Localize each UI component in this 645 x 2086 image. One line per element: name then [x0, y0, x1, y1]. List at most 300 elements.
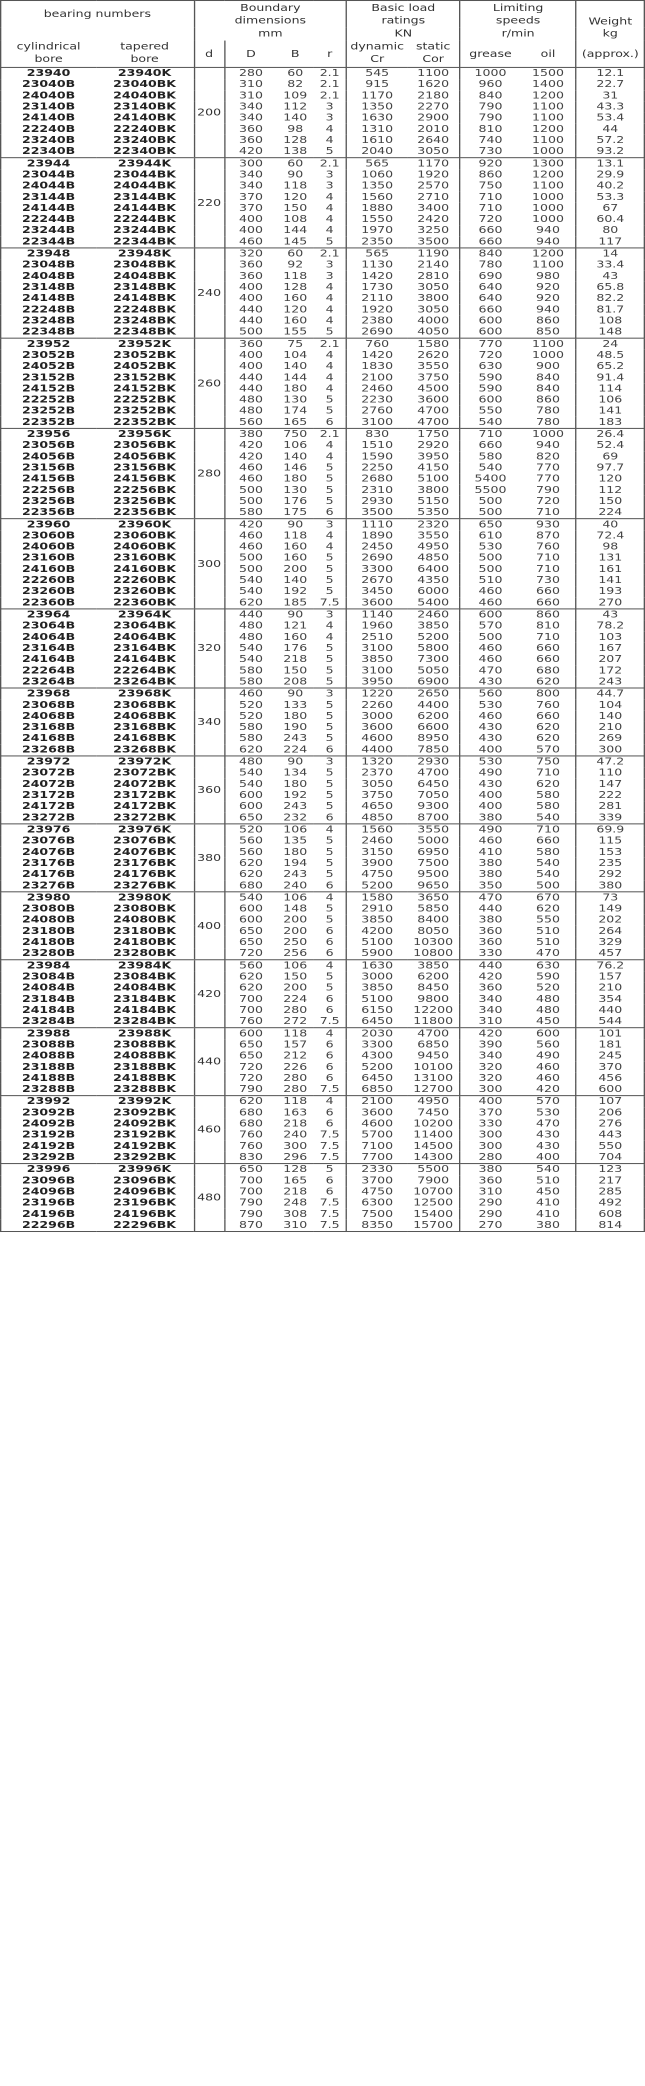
cell-grease-speed: 360	[478, 982, 503, 994]
cell-tapered-bore: 24160BK	[96, 564, 194, 575]
cell-oil-speed: 710	[520, 564, 576, 575]
cell-static-cor: 3550	[407, 824, 460, 836]
cell-cylindrical-bore: 23052B	[1, 350, 96, 361]
cell-r: 5	[313, 790, 346, 801]
table-row	[1, 1051, 645, 1062]
cell-tapered-bore: 23092BK	[96, 1107, 194, 1118]
cell-D: 540	[239, 778, 263, 790]
cell-dynamic-cr: 6300	[361, 1197, 394, 1209]
cell-tapered-bore: 23164BK	[96, 643, 194, 654]
cell-cylindrical-bore: 23276B	[1, 880, 96, 892]
cell-grease-speed: 340	[478, 993, 503, 1005]
cell-weight: 76.2	[576, 960, 644, 972]
cell-grease-speed: 560	[460, 688, 520, 700]
cell-dynamic-cr: 7100	[361, 1140, 394, 1152]
header-d: d	[194, 41, 224, 68]
cell-tapered-bore: 23240BK	[96, 135, 194, 146]
table-row	[1, 756, 645, 768]
cell-oil-speed: 570	[520, 744, 576, 756]
cell-oil-speed: 570	[520, 1096, 576, 1108]
cell-r: 5	[313, 586, 346, 597]
cell-grease-speed: 400	[460, 744, 520, 756]
cell-D: 400	[239, 225, 263, 237]
cell-tapered-bore: 23184BK	[96, 994, 194, 1005]
cell-dynamic-cr: 1960	[361, 620, 394, 632]
cell-weight: 104	[576, 700, 644, 711]
cell-B: 118	[277, 1028, 313, 1040]
cell-dynamic-cr: 2330	[347, 1164, 407, 1176]
cell-cylindrical-bore: 23188B	[1, 1062, 96, 1073]
cell-static-cor: 2650	[407, 688, 460, 700]
cell-tapered-bore: 23956K	[96, 428, 194, 440]
cell-grease-speed: 310	[478, 1186, 503, 1198]
cell-weight: 52.4	[576, 440, 644, 451]
cell-D: 540	[239, 654, 263, 666]
cell-B: 240	[283, 1129, 308, 1141]
cell-weight: 93.2	[576, 146, 644, 158]
table-row	[1, 530, 645, 541]
cell-static-cor: 2810	[407, 271, 460, 282]
cell-grease-speed: 530	[478, 699, 503, 711]
cell-oil-speed: 780	[520, 406, 576, 417]
cell-D: 760	[239, 1129, 263, 1141]
cell-oil-speed: 940	[520, 440, 576, 451]
table-row	[1, 124, 645, 135]
cell-static-cor: 6400	[407, 564, 460, 575]
cell-weight: 202	[576, 915, 644, 926]
cell-grease-speed: 330	[478, 1118, 503, 1130]
cell-B: 150	[283, 202, 308, 214]
cell-D: 700	[239, 993, 263, 1005]
cell-dynamic-cr: 5200	[361, 1061, 394, 1073]
cell-B: 175	[277, 507, 313, 519]
cell-D: 480	[239, 394, 263, 406]
cell-weight: 98	[576, 541, 644, 552]
table-row	[1, 1016, 645, 1028]
cell-dynamic-cr: 3000	[361, 971, 394, 983]
cell-r: 5	[313, 146, 346, 158]
cell-B: 280	[283, 1004, 308, 1017]
cell-grease-speed: 460	[478, 710, 503, 722]
cell-weight: 269	[576, 733, 644, 744]
cell-cylindrical-bore: 23160B	[1, 553, 96, 564]
table-row	[1, 417, 645, 429]
cell-oil-speed: 590	[520, 971, 576, 982]
table-row	[1, 451, 645, 462]
cell-static-cor: 1100	[407, 67, 460, 79]
cell-B: 108	[283, 213, 308, 226]
cell-weight: 224	[576, 507, 644, 519]
cell-r: 2.1	[313, 428, 346, 440]
cell-oil-speed: 430	[520, 1141, 576, 1152]
table-row	[1, 994, 645, 1005]
header-basic-line2: ratings	[381, 15, 426, 27]
cell-cylindrical-bore: 22356B	[1, 507, 96, 519]
cell-static-cor: 9800	[407, 994, 460, 1005]
cell-weight: 22.7	[576, 79, 644, 90]
cell-dynamic-cr: 2460	[361, 835, 394, 847]
header-tapered-line2: bore	[130, 53, 159, 65]
cell-static-cor: 3800	[407, 293, 460, 304]
cell-grease-speed: 340	[478, 1004, 503, 1017]
cell-weight: 12.1	[576, 67, 644, 79]
cell-r: 6	[313, 507, 346, 519]
cell-cylindrical-bore: 24184B	[1, 1005, 96, 1016]
cell-grease-speed: 430	[478, 778, 503, 790]
cell-cylindrical-bore: 23068B	[1, 700, 96, 711]
cell-cylindrical-bore: 23996	[1, 1164, 96, 1176]
cell-tapered-bore: 24184BK	[96, 1005, 194, 1016]
cell-weight: 141	[576, 575, 644, 586]
cell-oil-speed: 580	[520, 790, 576, 801]
cell-oil-speed: 1200	[520, 90, 576, 101]
cell-weight: 270	[576, 597, 644, 609]
cell-dynamic-cr: 2450	[361, 541, 394, 553]
cell-dynamic-cr: 1630	[347, 960, 407, 972]
cell-B: 240	[277, 880, 313, 892]
cell-B: 130	[283, 394, 308, 406]
cell-D: 560	[239, 846, 263, 858]
cell-r: 6	[313, 1062, 346, 1073]
cell-weight: 81.7	[576, 304, 644, 315]
cell-oil-speed: 1100	[520, 260, 576, 271]
cell-tapered-bore: 22296BK	[96, 1220, 194, 1232]
cell-oil-speed: 710	[520, 632, 576, 643]
cell-grease-speed: 750	[478, 180, 503, 192]
cell-cylindrical-bore: 22352B	[1, 417, 96, 429]
cell-static-cor: 2920	[407, 440, 460, 451]
cell-grease-speed: 470	[478, 665, 503, 677]
table-row	[1, 665, 645, 676]
table-row	[1, 146, 645, 158]
cell-dynamic-cr: 3300	[361, 1039, 394, 1051]
cell-B: 144	[283, 372, 308, 384]
cell-static-cor: 4950	[407, 1096, 460, 1108]
table-row	[1, 67, 645, 79]
cell-r: 6	[313, 1118, 346, 1129]
cell-dynamic-cr: 3500	[347, 507, 407, 519]
cell-cylindrical-bore: 23272B	[1, 812, 96, 824]
cell-D: 360	[239, 259, 263, 271]
cell-r: 2.1	[313, 248, 346, 260]
cell-dynamic-cr: 3300	[361, 563, 394, 575]
cell-dynamic-cr: 2100	[361, 372, 394, 384]
cell-D: 280	[224, 67, 277, 79]
cell-cylindrical-bore: 24140B	[1, 113, 96, 124]
cell-oil-speed: 790	[520, 485, 576, 496]
cell-r: 7.5	[313, 1016, 346, 1028]
cell-oil-speed: 500	[520, 880, 576, 892]
cell-weight: 704	[576, 1152, 644, 1164]
cell-cylindrical-bore: 22252B	[1, 394, 96, 405]
cell-r: 4	[313, 203, 346, 214]
cell-grease-speed: 490	[478, 767, 503, 779]
cell-dynamic-cr: 3600	[361, 721, 394, 734]
table-row	[1, 135, 645, 146]
cell-r: 5	[313, 768, 346, 779]
cell-weight: 544	[576, 1016, 644, 1028]
cell-B: 120	[283, 191, 308, 203]
cell-r: 7.5	[313, 1198, 346, 1209]
cell-cylindrical-bore: 24040B	[1, 90, 96, 101]
table-row	[1, 1096, 645, 1108]
cell-static-cor: 12500	[407, 1198, 460, 1209]
cell-B: 92	[287, 259, 304, 271]
cell-grease-speed: 370	[478, 1107, 503, 1119]
cell-bore-diameter-d: 480	[194, 1164, 224, 1232]
cell-B: 218	[283, 1118, 308, 1130]
cell-grease-speed: 360	[478, 1175, 503, 1187]
cell-r: 5	[313, 394, 346, 405]
cell-dynamic-cr: 1920	[361, 304, 394, 316]
cell-D: 520	[239, 699, 263, 711]
cell-B: 250	[283, 936, 308, 949]
cell-grease-speed: 1000	[460, 67, 520, 79]
cell-cylindrical-bore: 24160B	[1, 564, 96, 575]
header-limiting-line2: speeds	[495, 15, 541, 27]
cell-D: 620	[224, 1096, 277, 1108]
cell-dynamic-cr: 2760	[361, 405, 394, 417]
cell-static-cor: 3250	[407, 225, 460, 236]
cell-weight: 40	[576, 519, 644, 531]
cell-static-cor: 12700	[407, 1084, 460, 1096]
cell-B: 90	[277, 688, 313, 700]
cell-static-cor: 4700	[407, 417, 460, 429]
cell-grease-speed: 460	[478, 654, 503, 666]
cell-tapered-bore: 23272BK	[96, 812, 194, 824]
cell-r: 3	[313, 260, 346, 271]
cell-dynamic-cr: 3850	[361, 654, 394, 666]
cell-tapered-bore: 24176BK	[96, 869, 194, 880]
cell-cylindrical-bore: 24056B	[1, 451, 96, 462]
cell-static-cor: 6900	[407, 676, 460, 688]
cell-bore-diameter-d: 300	[194, 519, 224, 609]
cell-dynamic-cr: 830	[347, 428, 407, 440]
cell-grease-speed: 380	[460, 812, 520, 824]
cell-D: 600	[239, 801, 263, 813]
cell-r: 4	[313, 632, 346, 643]
cell-grease-speed: 420	[460, 1028, 520, 1040]
cell-oil-speed: 660	[520, 654, 576, 665]
cell-cylindrical-bore: 23044B	[1, 169, 96, 180]
table-row	[1, 903, 645, 914]
cell-tapered-bore: 24172BK	[96, 801, 194, 812]
cell-D: 340	[239, 169, 263, 181]
cell-dynamic-cr: 7700	[347, 1152, 407, 1164]
cell-oil-speed: 850	[520, 327, 576, 339]
cell-weight: 148	[576, 327, 644, 339]
cell-dynamic-cr: 1140	[347, 609, 407, 621]
cell-r: 5	[313, 665, 346, 676]
cell-dynamic-cr: 1170	[361, 90, 394, 102]
cell-r: 5	[313, 474, 346, 485]
cell-cylindrical-bore: 24052B	[1, 361, 96, 372]
cell-static-cor: 5850	[407, 903, 460, 914]
cell-tapered-bore: 23148BK	[96, 282, 194, 293]
cell-oil-speed: 580	[520, 847, 576, 858]
cell-grease-speed: 410	[478, 846, 503, 858]
cell-dynamic-cr: 1320	[347, 756, 407, 768]
cell-weight: 457	[576, 948, 644, 960]
cell-r: 3	[313, 101, 346, 112]
cell-oil-speed: 1100	[520, 101, 576, 112]
cell-B: 200	[283, 563, 308, 575]
cell-static-cor: 9500	[407, 869, 460, 880]
cell-r: 6	[313, 1186, 346, 1197]
cell-oil-speed: 400	[520, 1152, 576, 1164]
cell-r: 4	[313, 315, 346, 326]
cell-cylindrical-bore: 23940	[1, 67, 96, 79]
cell-weight: 40.2	[576, 180, 644, 191]
table-row	[1, 564, 645, 575]
cell-D: 600	[239, 914, 263, 926]
cell-oil-speed: 560	[520, 1039, 576, 1050]
cell-B: 145	[277, 236, 313, 248]
cell-dynamic-cr: 1220	[347, 688, 407, 700]
cell-D: 650	[239, 1039, 263, 1051]
cell-static-cor: 3500	[407, 236, 460, 248]
cell-tapered-bore: 23064BK	[96, 621, 194, 632]
cell-cylindrical-bore: 23284B	[1, 1016, 96, 1028]
cell-tapered-bore: 22344BK	[96, 236, 194, 248]
cell-D: 620	[224, 597, 277, 609]
cell-r: 6	[313, 926, 346, 937]
cell-cylindrical-bore: 24144B	[1, 203, 96, 214]
cell-r: 5	[313, 858, 346, 869]
cell-dynamic-cr: 4400	[347, 744, 407, 756]
cell-dynamic-cr: 2930	[361, 495, 394, 508]
cell-cylindrical-bore: 22296B	[1, 1220, 96, 1232]
cell-r: 6	[313, 417, 346, 429]
cell-static-cor: 14300	[407, 1152, 460, 1164]
cell-r: 2.1	[313, 90, 346, 101]
cell-weight: 217	[576, 1175, 644, 1186]
table-row	[1, 1005, 645, 1016]
cell-weight: 103	[576, 632, 644, 643]
cell-B: 140	[283, 574, 308, 587]
cell-D: 360	[224, 338, 277, 350]
header-dynamic-line1: dynamic	[350, 41, 404, 53]
cell-cylindrical-bore: 24088B	[1, 1051, 96, 1062]
cell-cylindrical-bore: 24176B	[1, 869, 96, 880]
cell-dynamic-cr: 1730	[361, 281, 394, 294]
header-tapered-bore	[96, 41, 194, 68]
cell-D: 400	[239, 360, 263, 373]
cell-weight: 193	[576, 586, 644, 597]
cell-r: 4	[313, 135, 346, 146]
cell-static-cor: 3950	[407, 451, 460, 462]
cell-cylindrical-bore: 23248B	[1, 315, 96, 326]
cell-static-cor: 7050	[407, 790, 460, 801]
cell-r: 5	[313, 983, 346, 994]
cell-B: 180	[283, 473, 308, 485]
cell-tapered-bore: 24068BK	[96, 711, 194, 722]
cell-r: 2.1	[313, 158, 346, 170]
cell-r: 5	[313, 915, 346, 926]
cell-weight: 117	[576, 236, 644, 248]
cell-dynamic-cr: 5100	[361, 993, 394, 1005]
cell-grease-speed: 740	[478, 134, 503, 147]
cell-static-cor: 1920	[407, 169, 460, 180]
cell-D: 300	[224, 158, 277, 170]
cell-static-cor: 2930	[407, 756, 460, 768]
cell-weight: 222	[576, 790, 644, 801]
cell-grease-speed: 770	[460, 338, 520, 350]
cell-static-cor: 2640	[407, 135, 460, 146]
cell-dynamic-cr: 1110	[347, 519, 407, 531]
cell-dynamic-cr: 1880	[361, 202, 394, 214]
cell-tapered-bore: 23096BK	[96, 1175, 194, 1186]
cell-dynamic-cr: 1130	[361, 259, 394, 271]
cell-B: 118	[283, 270, 308, 282]
cell-weight: 440	[576, 1005, 644, 1016]
cell-dynamic-cr: 2100	[347, 1096, 407, 1108]
cell-B: 118	[283, 530, 308, 542]
cell-r: 5	[313, 654, 346, 665]
cell-cylindrical-bore: 23060B	[1, 530, 96, 541]
cell-grease-speed: 650	[460, 519, 520, 531]
cell-oil-speed: 1000	[520, 428, 576, 440]
cell-tapered-bore: 22260BK	[96, 575, 194, 586]
cell-D: 310	[239, 90, 263, 102]
cell-B: 243	[283, 868, 308, 881]
cell-static-cor: 4050	[407, 327, 460, 339]
cell-tapered-bore: 23168BK	[96, 722, 194, 733]
cell-r: 5	[313, 733, 346, 744]
cell-cylindrical-bore: 22340B	[1, 146, 96, 158]
cell-B: 280	[277, 1084, 313, 1096]
cell-oil-speed: 750	[520, 756, 576, 768]
cell-r: 7.5	[313, 1141, 346, 1152]
table-row	[1, 553, 645, 564]
cell-D: 700	[239, 1004, 263, 1017]
cell-D: 790	[239, 1208, 263, 1220]
cell-cylindrical-bore: 23944	[1, 158, 96, 170]
cell-tapered-bore: 24140BK	[96, 113, 194, 124]
cell-cylindrical-bore: 24156B	[1, 474, 96, 485]
cell-weight: 157	[576, 971, 644, 982]
cell-weight: 354	[576, 994, 644, 1005]
cell-B: 160	[283, 552, 308, 564]
header-tapered-line1: tapered	[120, 41, 169, 53]
cell-tapered-bore: 23080BK	[96, 903, 194, 914]
cell-dynamic-cr: 1610	[361, 134, 394, 147]
cell-D: 460	[239, 541, 263, 553]
cell-grease-speed: 660	[478, 304, 503, 316]
cell-tapered-bore: 23044BK	[96, 169, 194, 180]
cell-B: 120	[283, 304, 308, 316]
cell-static-cor: 6200	[407, 971, 460, 982]
cell-bore-diameter-d: 260	[194, 338, 224, 428]
cell-weight: 72.4	[576, 530, 644, 541]
cell-weight: 140	[576, 711, 644, 722]
cell-r: 6	[313, 994, 346, 1005]
cell-cylindrical-bore: 24060B	[1, 541, 96, 552]
cell-static-cor: 3750	[407, 372, 460, 383]
cell-oil-speed: 770	[520, 462, 576, 473]
cell-B: 190	[283, 721, 308, 734]
cell-D: 400	[239, 293, 263, 305]
table-row	[1, 892, 645, 904]
cell-D: 580	[224, 507, 277, 519]
cell-grease-speed: 780	[478, 259, 503, 271]
cell-r: 6	[313, 1039, 346, 1050]
cell-tapered-bore: 24056BK	[96, 451, 194, 462]
cell-tapered-bore: 23988K	[96, 1028, 194, 1040]
cell-dynamic-cr: 7500	[361, 1208, 394, 1220]
cell-grease-speed: 310	[460, 1016, 520, 1028]
cell-cylindrical-bore: 23288B	[1, 1084, 96, 1096]
